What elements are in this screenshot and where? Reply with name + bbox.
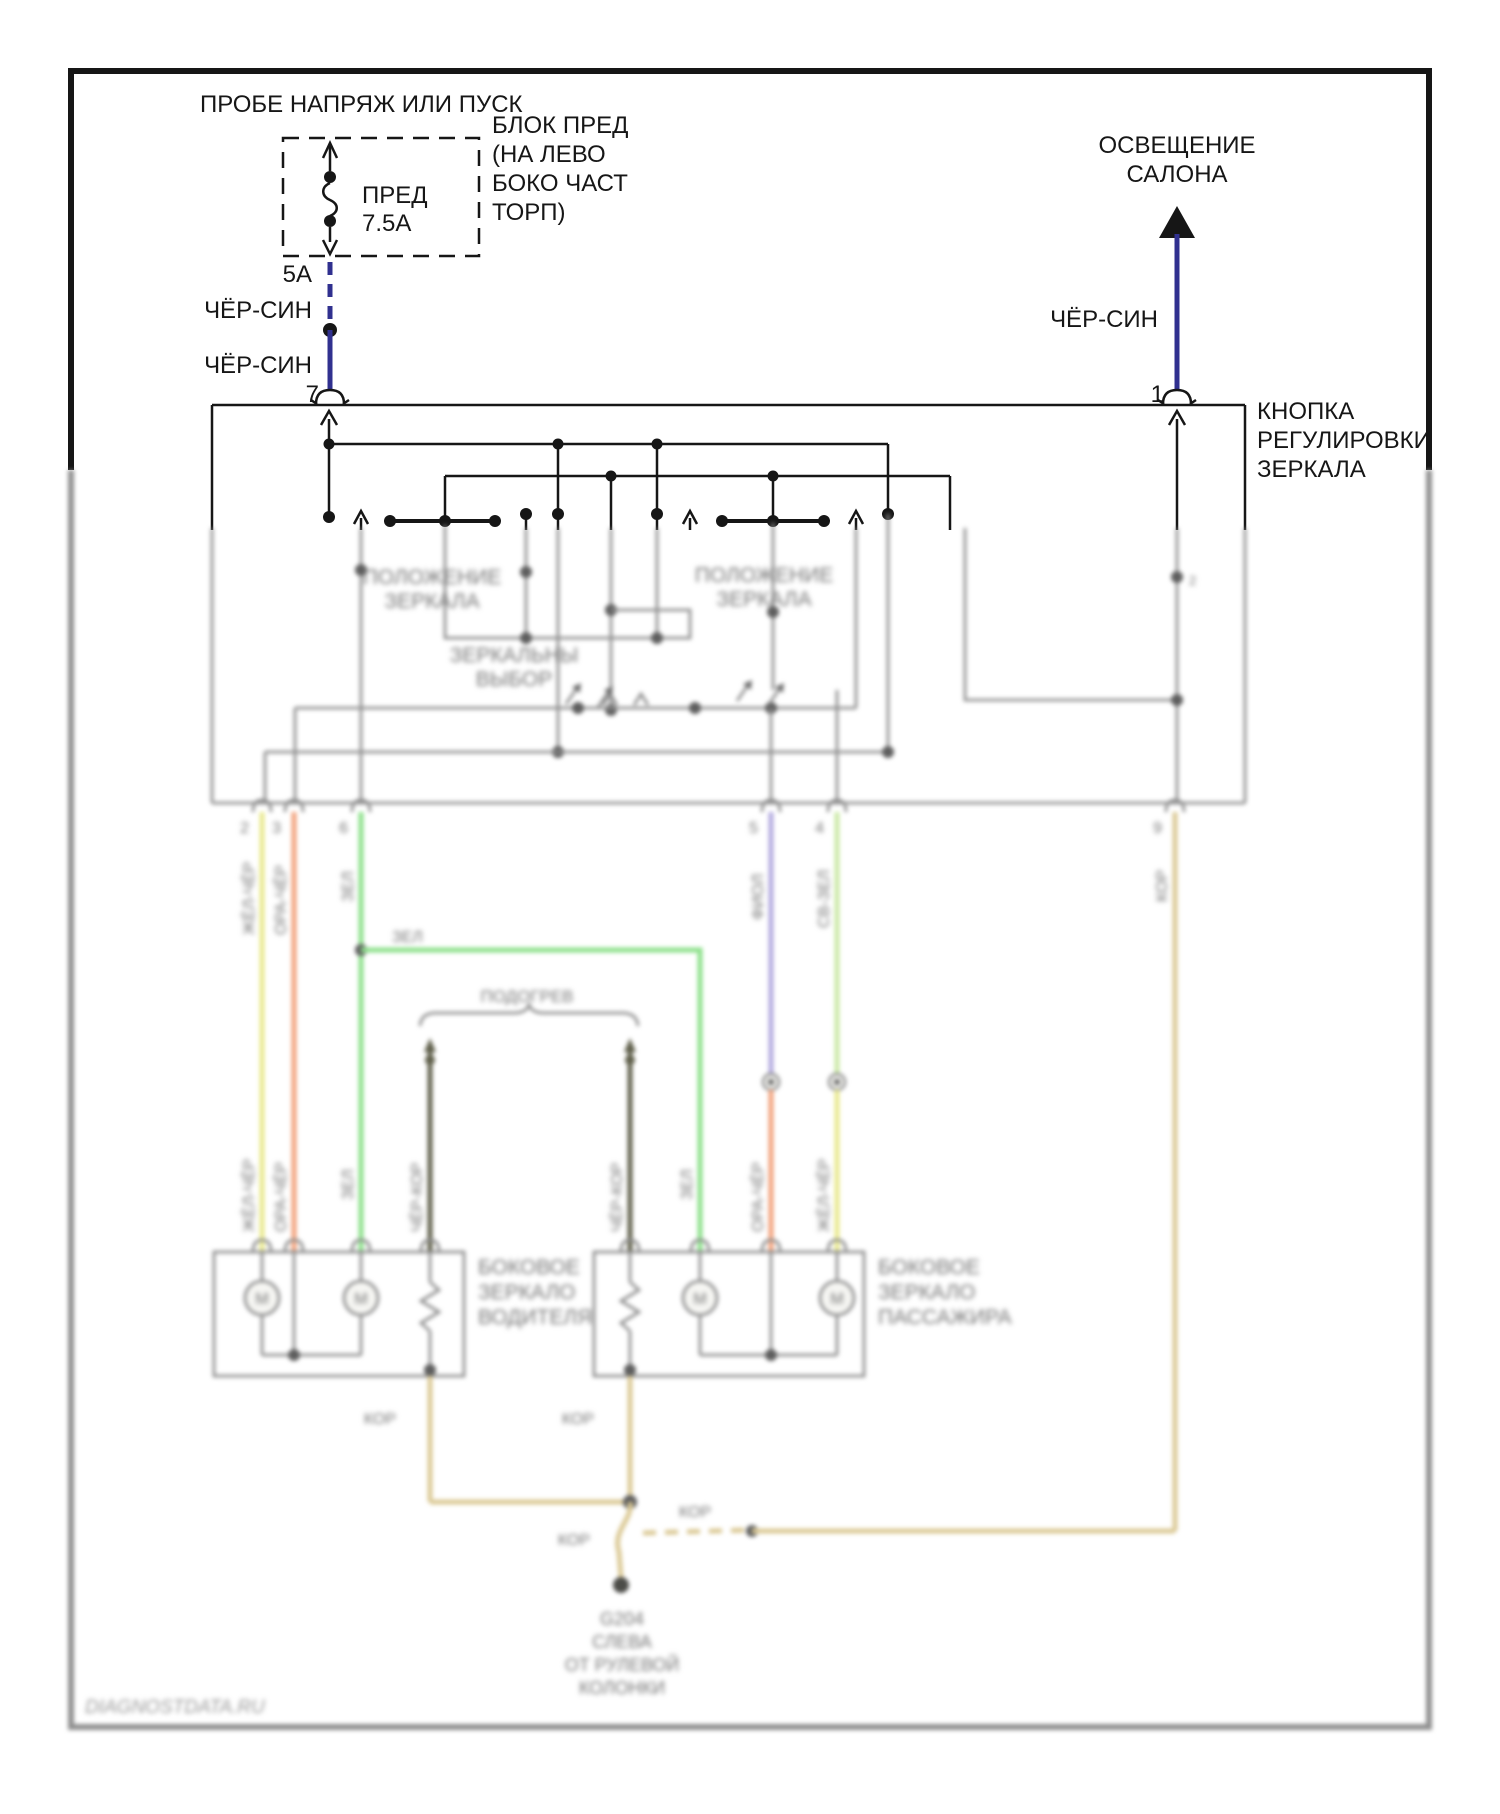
branch-rating: 5А [282, 261, 312, 288]
wire-label: ЧЁР-КОР [409, 1162, 426, 1232]
motor-letter: М [255, 1291, 269, 1308]
arrow-up-icon [424, 1038, 436, 1052]
wire-label: СВ-ЗЕЛ [816, 869, 833, 928]
wire-label: КОР [363, 1411, 396, 1428]
position-label-line: ЗЕРКАЛА [384, 590, 480, 613]
wire-label: КОР [678, 1504, 712, 1521]
position-label-line: ЗЕРКАЛА [716, 588, 812, 611]
motor-letter: М [693, 1291, 707, 1308]
pin-number: 7 [305, 381, 319, 408]
connector-pin-icon [621, 1240, 846, 1252]
selector-label-line: ВЫБОР [475, 668, 553, 691]
fuse-block-label [492, 112, 628, 226]
lamp-label-line: САЛОНА [1126, 161, 1228, 188]
wire-label: ЗЕЛ [340, 871, 357, 902]
ground-label-line: КОЛОНКИ [578, 1678, 666, 1698]
driver-mirror [214, 1240, 592, 1376]
connector-pin-icon [253, 1240, 439, 1252]
arrow-down-icon [323, 240, 337, 254]
switch-internal-wiring [321, 411, 1185, 530]
passenger-mirror [594, 1240, 1012, 1376]
wire-label: ЖЁЛ-ЧЁР [816, 1158, 833, 1232]
brace-icon [420, 1005, 638, 1026]
wire-label: ЖЁЛ-ЧЁР [241, 1158, 258, 1232]
mirror-label-line: БОКОВОЕ [478, 1256, 580, 1279]
motor-letter: М [354, 1291, 368, 1308]
fuse-rating: 7.5А [362, 210, 412, 237]
pin-number: 1 [1150, 381, 1164, 408]
position-label-line: ПОЛОЖЕНИЕ [694, 564, 834, 587]
wire-label: ЧЁР-СИН [204, 352, 312, 379]
wire-label: ЧЁР-СИН [204, 297, 312, 324]
ground-label-line: ОТ РУЛЕВОЙ [564, 1655, 680, 1675]
ground-label-line: G204 [599, 1609, 645, 1629]
wire-labels-upper [240, 862, 1171, 946]
page-frame-bottom [71, 470, 1429, 1727]
wire-label: КОР [561, 1411, 594, 1428]
wire-label: ЧЁР-СИН [1050, 306, 1158, 333]
interior-lamp-circuit [1050, 132, 1256, 408]
motor-letter: М [830, 1291, 844, 1308]
ground-label-line: СЛЕВА [592, 1632, 652, 1652]
ground-network [364, 1376, 1175, 1698]
wire-label: ОРА-ЧЁР [273, 864, 290, 935]
mirror-label-line: ПАССАЖИРА [878, 1306, 1012, 1329]
mirror-label-line: ВОДИТЕЛЯ [478, 1306, 593, 1329]
mirror-label-line: ЗЕРКАЛО [478, 1281, 576, 1304]
wire-label: ЧЁР-КОР [609, 1162, 626, 1232]
mirror-label-line: ЗЕРКАЛО [878, 1281, 976, 1304]
switch-label-line: РЕГУЛИРОВКИ [1257, 427, 1431, 454]
wire-label: ЗЕЛ [679, 1169, 696, 1200]
heater-branch [420, 987, 638, 1026]
wire-label: КОР [557, 1532, 590, 1549]
switch-label-line: ЗЕРКАЛА [1257, 456, 1366, 483]
blurred-layer [71, 470, 1429, 1727]
driver-mirror-box [214, 1252, 464, 1376]
switch-bottom-pins [240, 800, 1184, 837]
wire-label: ЖЁЛ-ЧЁР [241, 861, 258, 935]
selector-label-line: ЗЕРКАЛЬНЫ [449, 644, 579, 667]
switch-box-blurred [212, 514, 1245, 803]
wire-tan-dashed [643, 1530, 748, 1533]
pin-number: 5 [749, 820, 758, 837]
fuse-block-label-line: БОКО ЧАСТ [492, 170, 628, 197]
splice-mark: 2 [1189, 573, 1197, 588]
clear-layer [71, 71, 1431, 530]
fuse-name: ПРЕД [362, 182, 428, 209]
wire-label: КОР [1154, 869, 1171, 902]
fuse-circuit [200, 91, 628, 408]
pin-number: 9 [1153, 820, 1162, 837]
mirror-switch-box [212, 398, 1431, 530]
colored-wires [262, 812, 1175, 1531]
ground-splice-dot [613, 1577, 629, 1593]
arrow-up-icon [624, 1038, 636, 1052]
fuse-symbol [323, 143, 337, 254]
wire-label: ЗЕЛ [340, 1169, 357, 1200]
wire-tan [618, 1502, 631, 1578]
page-frame-top [71, 71, 1429, 470]
pin-number: 3 [272, 820, 281, 837]
pin-number: 2 [240, 820, 249, 837]
mirror-label-line: БОКОВОЕ [878, 1256, 980, 1279]
fuse-block-label-line: ТОРП) [492, 199, 566, 226]
switch-label-line: КНОПКА [1257, 398, 1355, 425]
fuse-circuit-title: ПРОБЕ НАПРЯЖ ИЛИ ПУСК [200, 91, 523, 118]
lamp-label-line: ОСВЕЩЕНИЕ [1098, 132, 1256, 159]
fuse-block-label-line: БЛОК ПРЕД [492, 112, 629, 139]
fuse-block-label-line: (НА ЛЕВО [492, 141, 606, 168]
wire-label: ОРА-ЧЁР [273, 1161, 290, 1232]
selector-lever-icons [566, 680, 784, 707]
wire-label: ОРА-ЧЁР [750, 1161, 767, 1232]
wire-label: ФИОЛ [750, 873, 767, 920]
position-label-line: ПОЛОЖЕНИЕ [362, 566, 502, 589]
heater-resistor-icon [421, 1282, 439, 1331]
heater-resistor-icon [621, 1282, 639, 1331]
watermark: DIAGNOSTDATA.RU [85, 1697, 265, 1718]
arrow-up-filled-icon [1159, 206, 1195, 238]
heater-label: ПОДОГРЕВ [480, 987, 574, 1006]
wire-labels-lower [240, 1159, 833, 1232]
pin-number: 6 [339, 820, 348, 837]
wire-label: ЗЕЛ [392, 929, 423, 946]
pin-number: 4 [815, 820, 824, 837]
